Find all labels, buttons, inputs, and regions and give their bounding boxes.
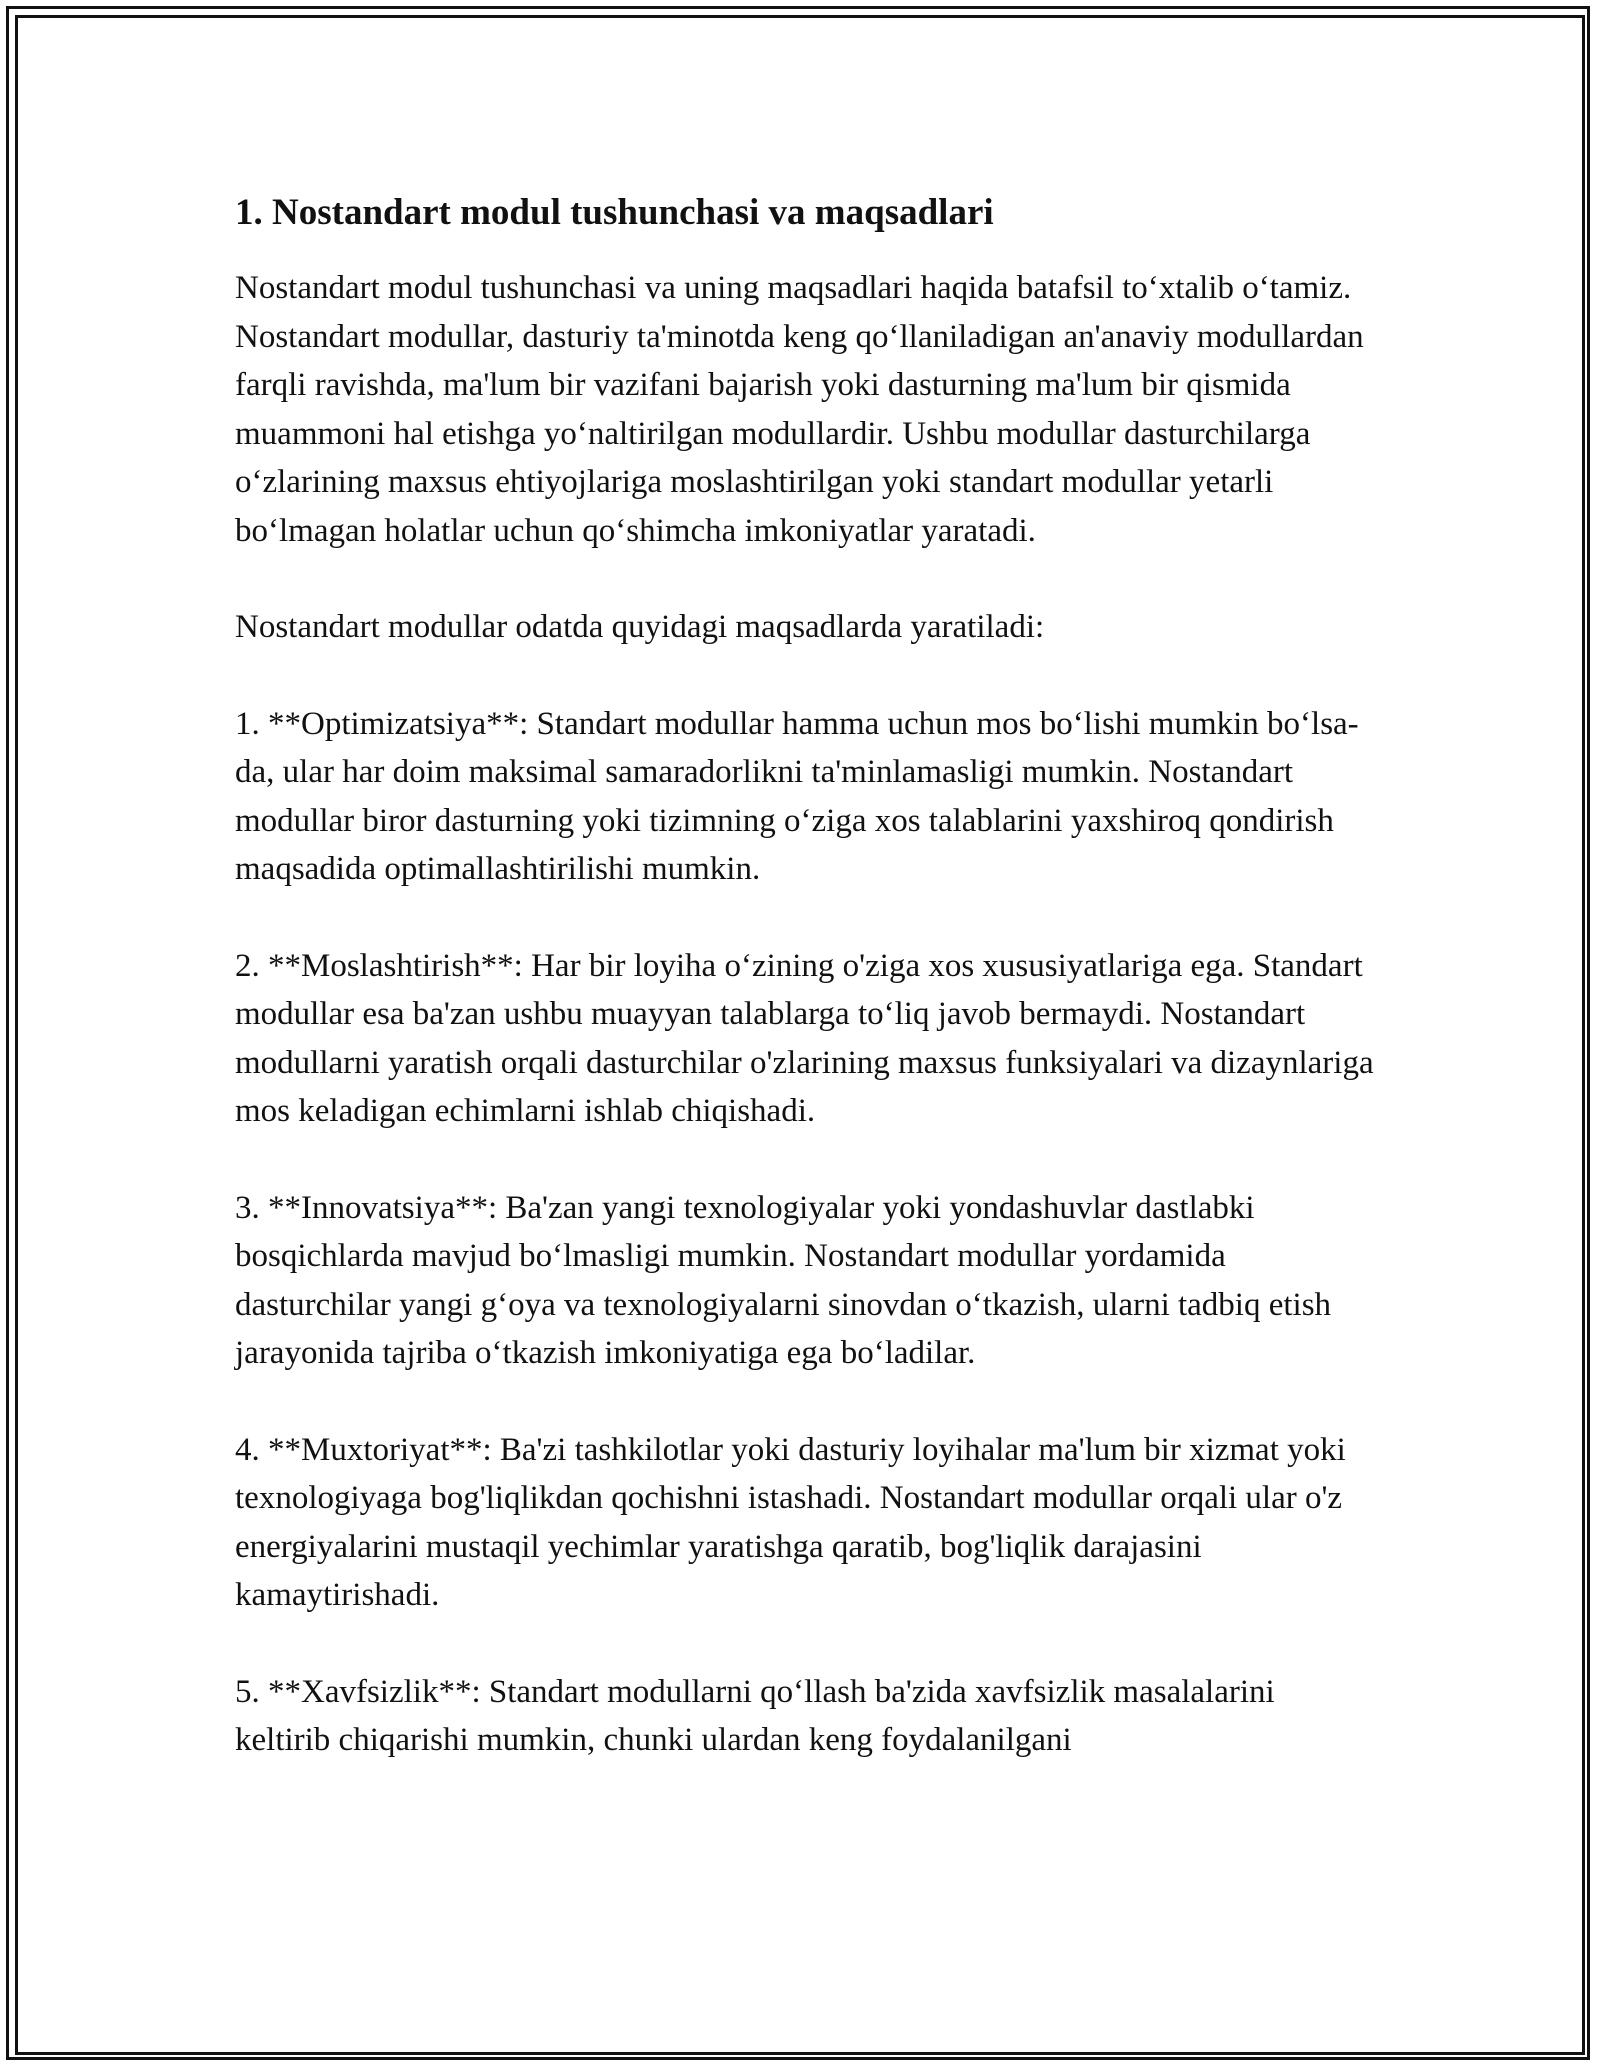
- item-innovatsiya: 3. **Innovatsiya**: Ba'zan yangi texnologiyalar yoki yondashuvlar dastlabki bosqichlarda mavjud bo‘lmasligi mumkin. Nostandart modullar yordamida dasturchilar yangi g‘oya va texnologiyalarni sinovdan o‘tkazish, ularni tadbiq etish jarayonida tajriba o‘tkazish imkoniyatiga ega bo‘ladilar.: [235, 1189, 1332, 1371]
- item-optimizatsiya: 1. **Optimizatsiya**: Standart modullar hamma uchun mos bo‘lishi mumkin bo‘lsa-da, ular har doim maksimal samaradorlikni ta'minlamasligi mumkin. Nostandart modullar biror dasturning yoki tizimning o‘ziga xos talablarini yaxshiroq qondirish maqsadida optimallashtirilishi mumkin.: [235, 705, 1359, 887]
- item-muxtoriyat: 4. **Muxtoriyat**: Ba'zi tashkilotlar yoki dasturiy loyihalar ma'lum bir xizmat yoki texnologiyaga bog'liqlikdan qochishni istashadi. Nostandart modullar orqali ular o'z energiyalarini mustaqil yechimlar yaratishga qaratib, bog'liqlik darajasini kamaytirishadi.: [235, 1431, 1346, 1613]
- purposes-intro-paragraph: Nostandart modullar odatda quyidagi maqsadlarda yaratiladi:: [235, 609, 1045, 645]
- item-xavfsizlik: 5. **Xavfsizlik**: Standart modullarni qo‘llash ba'zida xavfsizlik masalalarini keltirib chiqarishi mumkin, chunki ulardan keng foydalanilgani: [235, 1673, 1275, 1758]
- intro-paragraph: Nostandart modul tushunchasi va uning maqsadlari haqida batafsil to‘xtalib o‘tamiz. Nostandart modullar, dasturiy ta'minotda keng qo‘llaniladigan an'anaviy modullardan farqli ravishda, ma'lum bir vazifani bajarish yoki dasturning ma'lum bir qismida muammoni hal etishga yo‘naltirilgan modullardir. Ushbu modullar dasturchilarga o‘zlarining maxsus ehtiyojlariga moslashtirilgan yoki standart modullar yetarli bo‘lmagan holatlar uchun qo‘shimcha imkoniyatlar yaratadi.: [235, 270, 1364, 549]
- document-body: [235, 190, 1375, 1813]
- section-heading: 1. Nostandart modul tushunchasi va maqsadlari: [235, 192, 994, 233]
- item-moslashtirish: 2. **Moslashtirish**: Har bir loyiha o‘zining o'ziga xos xususiyatlariga ega. Standart modullar esa ba'zan ushbu muayyan talablarga to‘liq javob bermaydi. Nostandart modullarni yaratish orqali dasturchilar o'zlarining maxsus funksiyalari va dizaynlariga mos keladigan echimlarni ishlab chiqishadi.: [235, 947, 1374, 1129]
